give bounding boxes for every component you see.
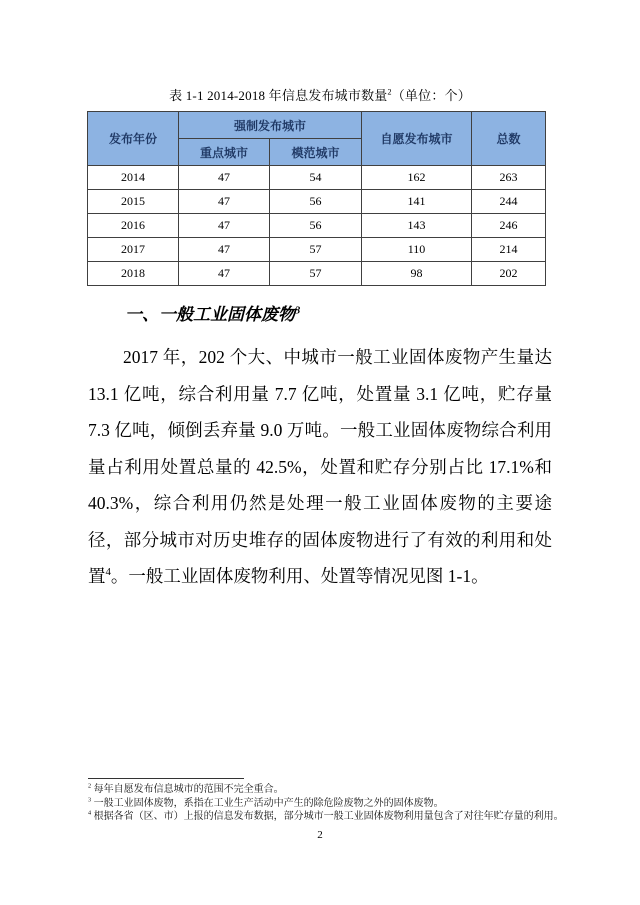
table-cell: 2016 (88, 214, 179, 238)
table-cell: 54 (270, 166, 362, 190)
table-cell: 263 (472, 166, 546, 190)
table-cell: 141 (362, 190, 472, 214)
table-cell: 2014 (88, 166, 179, 190)
table-cell: 143 (362, 214, 472, 238)
table-cell: 246 (472, 214, 546, 238)
table-cell: 2018 (88, 262, 179, 286)
section-footnote-marker: 3 (295, 305, 301, 317)
section-heading-text: 一、一般工业固体废物 (125, 305, 295, 324)
col-header-mandatory-group: 强制发布城市 (179, 112, 362, 139)
table-cell: 244 (472, 190, 546, 214)
table-row (88, 214, 546, 238)
page-number: 2 (317, 829, 323, 841)
footnote (88, 783, 562, 797)
table-body (88, 166, 546, 286)
table-cell: 56 (270, 190, 362, 214)
table-cell: 110 (362, 238, 472, 262)
table-cell: 202 (472, 262, 546, 286)
footnote-marker: 3 (88, 796, 92, 804)
col-header-total: 总数 (472, 112, 546, 166)
table-cell: 57 (270, 238, 362, 262)
table-row (88, 262, 546, 286)
info-cities-table (87, 111, 546, 286)
footnote-text: 根据各省（区、市）上报的信息发布数据，部分城市一般工业固体废物利用量包含了对往年贮存量的利用。 (93, 811, 564, 822)
paragraph-footnote-marker: 4 (105, 566, 111, 579)
table-cell: 98 (362, 262, 472, 286)
col-header-year: 发布年份 (88, 112, 179, 166)
paragraph-text-2: 。一般工业固体废物利用、处置等情况见图 1-1。 (110, 566, 489, 586)
footnote (88, 797, 562, 811)
footnote-text: 一般工业固体废物，系指在工业生产活动中产生的除危险废物之外的固体废物。 (93, 797, 444, 809)
table-caption-text: 表 1-1 2014-2018 年信息发布城市数量 (169, 88, 388, 103)
table-row (88, 166, 546, 190)
table-cell: 47 (179, 190, 270, 214)
table-row (88, 190, 546, 214)
footnote (88, 810, 562, 824)
table-cell: 2017 (88, 238, 179, 262)
footnotes (88, 778, 562, 824)
table-cell: 2015 (88, 190, 179, 214)
table-cell: 162 (362, 166, 472, 190)
col-header-voluntary: 自愿发布城市 (362, 112, 472, 166)
footnote-marker: 4 (88, 809, 92, 817)
table-cell: 47 (179, 238, 270, 262)
table-cell: 214 (472, 238, 546, 262)
footnote-text: 每年自愿发布信息城市的范围不完全重合。 (93, 784, 284, 795)
table-caption (0, 85, 640, 104)
footnote-separator (88, 778, 244, 779)
table-cell: 47 (179, 166, 270, 190)
table-caption-unit: （单位：个） (391, 88, 471, 103)
table-cell: 56 (270, 214, 362, 238)
table-row (88, 238, 546, 262)
table-cell: 47 (179, 262, 270, 286)
table-header (88, 112, 546, 166)
table-header-row-1 (88, 112, 546, 139)
paragraph-text-1: 2017 年，202 个大、中城市一般工业固体废物产生量达 13.1 亿吨，综合利用量 7.7 亿吨，处置量 3.1 亿吨，贮存量 7.3 亿吨，倾倒丢弃量 9.0 万吨。一般工业固体废物综合利用量占利用处置总量的 42.5%，处置和贮存分别占比 17.1%和 40.3%，综合利用仍然是处理一般工业固体废物的主要途径，部分城市对历史堆存的固体废物进行了有效的利用和处置 (88, 347, 552, 586)
table-cell: 57 (270, 262, 362, 286)
col-header-key-cities: 重点城市 (179, 139, 270, 166)
col-header-model-cities: 模范城市 (270, 139, 362, 166)
section-heading (88, 300, 552, 325)
caption-footnote-marker: 2 (387, 87, 392, 97)
body-paragraph (88, 339, 552, 595)
table-cell: 47 (179, 214, 270, 238)
footnote-marker: 2 (88, 782, 92, 790)
